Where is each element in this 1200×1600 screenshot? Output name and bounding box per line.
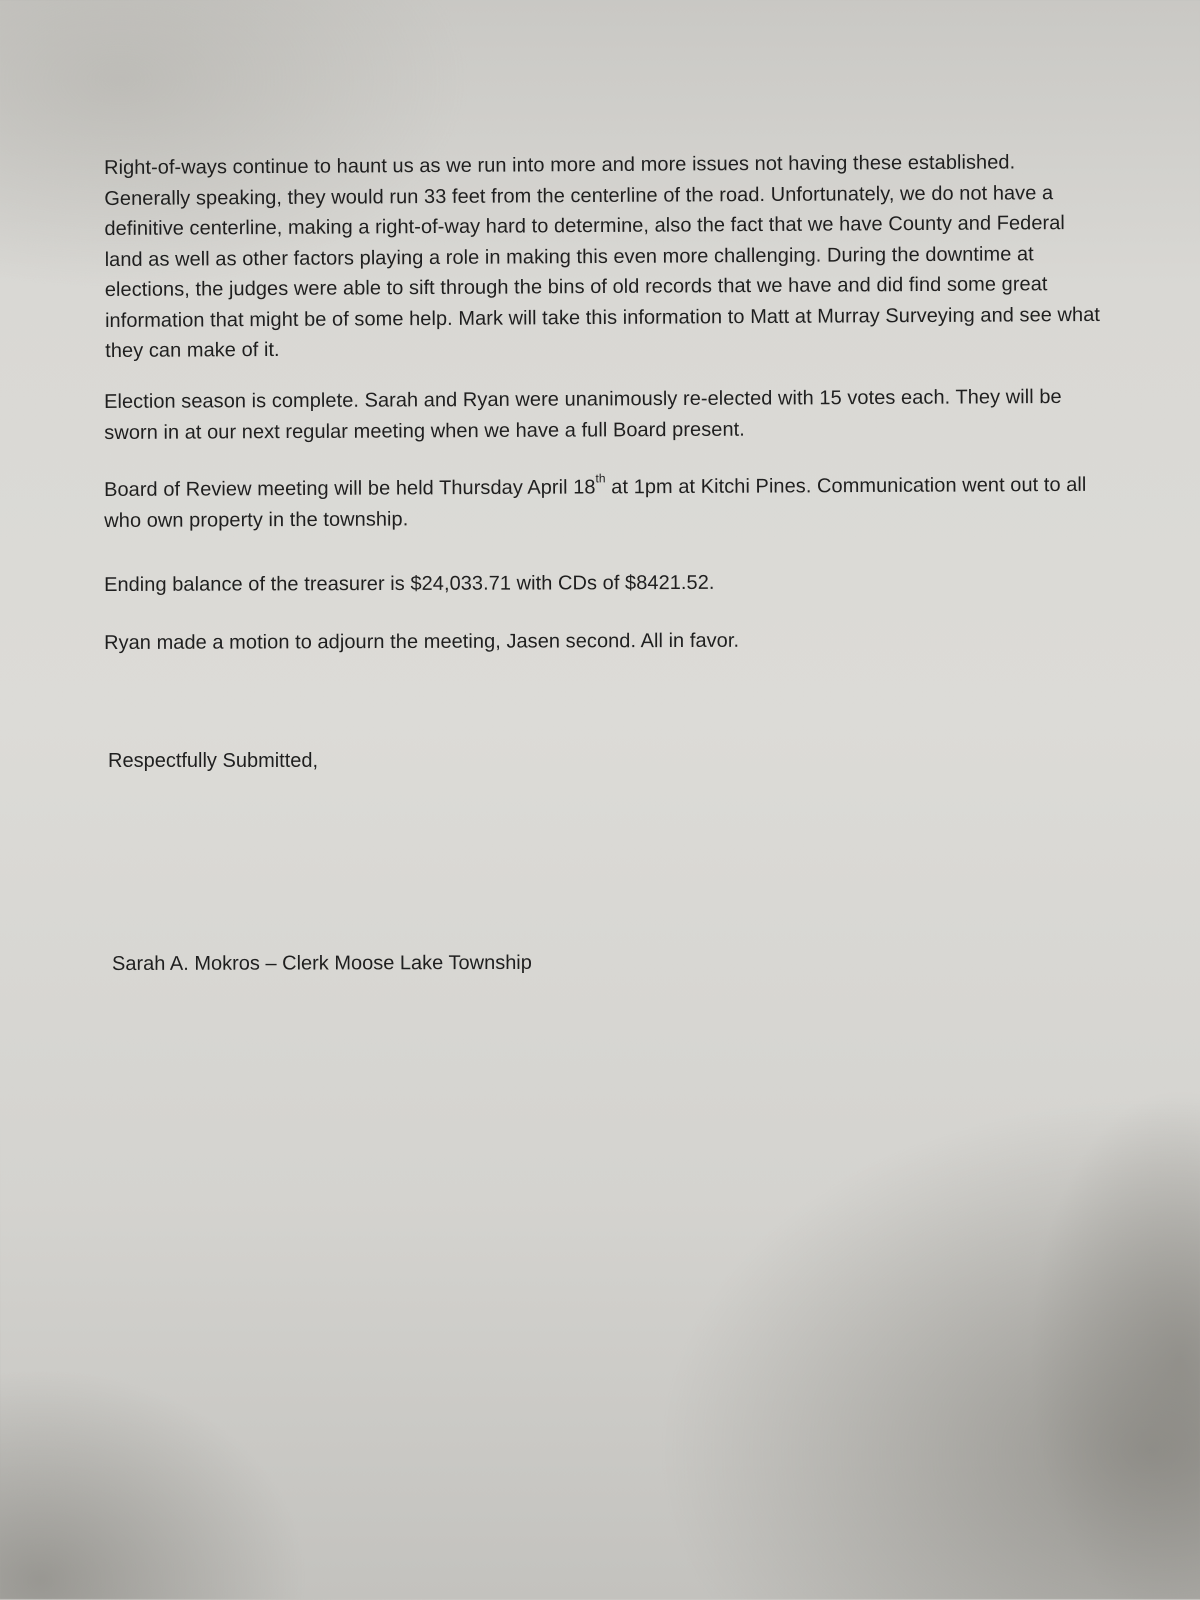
paragraph-right-of-ways: Right-of-ways continue to haunt us as we run into more and more issues not having these established. Generally speaking, they would run 33 feet from the centerline of the road. Unfortunately, we do not have a definitive centerline, making a right-of-way hard to determine, also the fact that we have County and Federal land as well as other factors playing a role in making this even more challenging. During the downtime at elections, the judges were able to sift through the bins of old records that we have and did find some great information that might be of some help. Mark will take this information to Matt at Murray Surveying and see what they can make of it.	[104, 151, 1101, 362]
closing-line: Respectfully Submitted,	[108, 750, 319, 772]
board-of-review-text-end: at 1pm at Kitchi Pines. Communication went out to all who own property in the township.	[104, 473, 1087, 532]
paragraph-board-of-review	[104, 470, 1104, 536]
board-of-review-text-start: Board of Review meeting will be held Thursday April 18	[104, 476, 596, 501]
paragraph-adjourn: Ryan made a motion to adjourn the meeting, Jasen second. All in favor.	[104, 629, 740, 654]
paragraph-treasurer-balance: Ending balance of the treasurer is $24,033.71 with CDs of $8421.52.	[104, 571, 715, 596]
signature-line: Sarah A. Mokros – Clerk Moose Lake Township	[112, 951, 532, 975]
paragraph-election: Election season is complete. Sarah and Ryan were unanimously re-elected with 15 votes each. They will be sworn in at our next regular meeting when we have a full Board present.	[104, 385, 1062, 444]
date-ordinal-suffix: th	[595, 471, 606, 486]
